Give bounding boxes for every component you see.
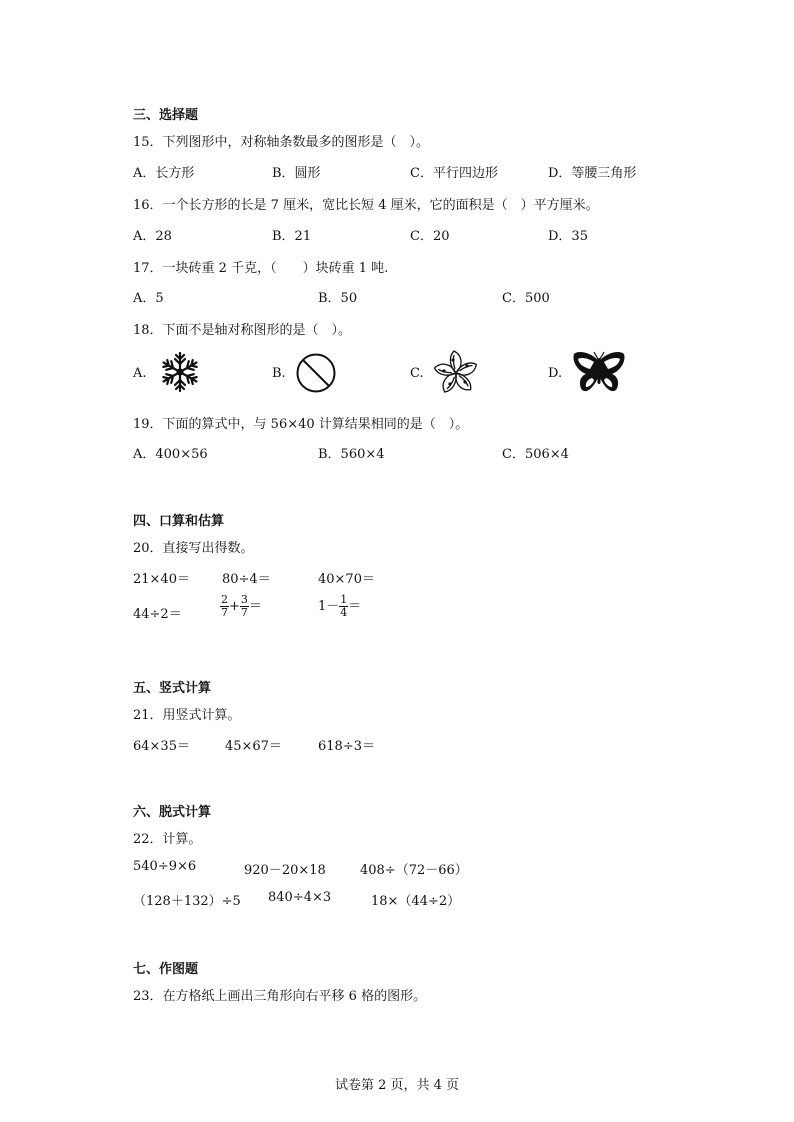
section-title-vertical-calc: 五、竖式计算 bbox=[133, 681, 212, 696]
snowflake-icon bbox=[158, 350, 202, 394]
q15-option-d: D．等腰三角形 bbox=[548, 166, 637, 181]
q19-option-c: C．506×4 bbox=[502, 447, 569, 462]
q20-item: 80÷4＝ bbox=[222, 572, 271, 587]
q18-option-a: A. bbox=[133, 366, 147, 381]
page-footer: 试卷第 2 页，共 4 页 bbox=[334, 1078, 460, 1093]
fraction-denominator: 7 bbox=[240, 606, 248, 619]
equals-sign: ＝ bbox=[248, 599, 262, 614]
q19-option-a: A．400×56 bbox=[133, 447, 208, 462]
q18-option-b: B. bbox=[272, 366, 286, 381]
q16-option-c: C．20 bbox=[410, 229, 450, 244]
q16-option-d: D．35 bbox=[548, 229, 588, 244]
q21-stem: 21．用竖式计算。 bbox=[133, 708, 241, 723]
bauhinia-flower-icon bbox=[432, 349, 480, 397]
q22-item: 840÷4×3 bbox=[268, 890, 332, 905]
q22-item: 408÷（72－66） bbox=[360, 863, 468, 878]
q23-stem: 23．在方格纸上画出三角形向右平移 6 格的图形。 bbox=[133, 989, 427, 1004]
q15-option-b: B．圆形 bbox=[272, 166, 321, 181]
section-title-choice: 三、选择题 bbox=[133, 108, 199, 123]
section-title-step-calc: 六、脱式计算 bbox=[133, 805, 212, 820]
q15-stem: 15．下列图形中，对称轴条数最多的图形是（ ）。 bbox=[133, 135, 430, 150]
q17-stem: 17．一块砖重 2 千克，（ ）块砖重 1 吨. bbox=[133, 261, 389, 276]
fraction-numerator: 3 bbox=[240, 593, 248, 606]
q20-item: 44÷2＝ bbox=[133, 607, 182, 622]
fraction-numerator: 1 bbox=[340, 593, 348, 606]
q16-option-b: B．21 bbox=[272, 229, 312, 244]
q22-item: 920－20×18 bbox=[244, 863, 326, 878]
one-minus: 1－ bbox=[318, 599, 340, 614]
q21-item: 64×35＝ bbox=[133, 739, 190, 754]
fraction-denominator: 7 bbox=[221, 606, 228, 619]
q22-item: 18×（44÷2） bbox=[371, 894, 461, 909]
section-title-mental-math: 四、口算和估算 bbox=[133, 514, 225, 529]
q18-stem: 18．下面不是轴对称图形的是（ ）。 bbox=[133, 323, 352, 338]
q20-fraction-sum bbox=[220, 594, 262, 619]
butterfly-icon bbox=[572, 350, 626, 396]
q22-stem: 22．计算。 bbox=[133, 832, 202, 847]
q19-stem: 19．下面的算式中，与 56×40 计算结果相同的是（ ）。 bbox=[133, 417, 469, 432]
equals-sign: ＝ bbox=[348, 599, 362, 614]
q22-item: （128＋132）÷5 bbox=[133, 894, 241, 909]
q22-item: 540÷9×6 bbox=[133, 859, 197, 874]
q18-option-d: D. bbox=[548, 366, 563, 381]
q16-stem: 16．一个长方形的长是 7 厘米，宽比长短 4 厘米，它的面积是（ ）平方厘米。 bbox=[133, 198, 599, 213]
q20-item: 21×40＝ bbox=[133, 572, 190, 587]
q17-option-c: C．500 bbox=[502, 291, 550, 306]
q16-option-a: A．28 bbox=[133, 229, 172, 244]
section-title-drawing: 七、作图题 bbox=[133, 962, 199, 977]
q20-fraction-difference bbox=[318, 594, 361, 619]
q15-option-c: C．平行四边形 bbox=[410, 166, 498, 181]
plus-sign: + bbox=[229, 599, 240, 614]
circle-with-slash-icon bbox=[295, 352, 337, 394]
fraction-denominator: 4 bbox=[340, 606, 348, 619]
q15-option-a: A．长方形 bbox=[133, 166, 195, 181]
q21-item: 618÷3＝ bbox=[318, 739, 375, 754]
q21-item: 45×67＝ bbox=[225, 739, 282, 754]
q20-item: 40×70＝ bbox=[318, 572, 375, 587]
q19-option-b: B．560×4 bbox=[318, 447, 385, 462]
q17-option-a: A．5 bbox=[133, 291, 164, 306]
fraction-numerator: 2 bbox=[221, 593, 228, 606]
q18-option-c: C. bbox=[410, 366, 424, 381]
q20-stem: 20．直接写出得数。 bbox=[133, 541, 254, 556]
q17-option-b: B．50 bbox=[318, 291, 358, 306]
